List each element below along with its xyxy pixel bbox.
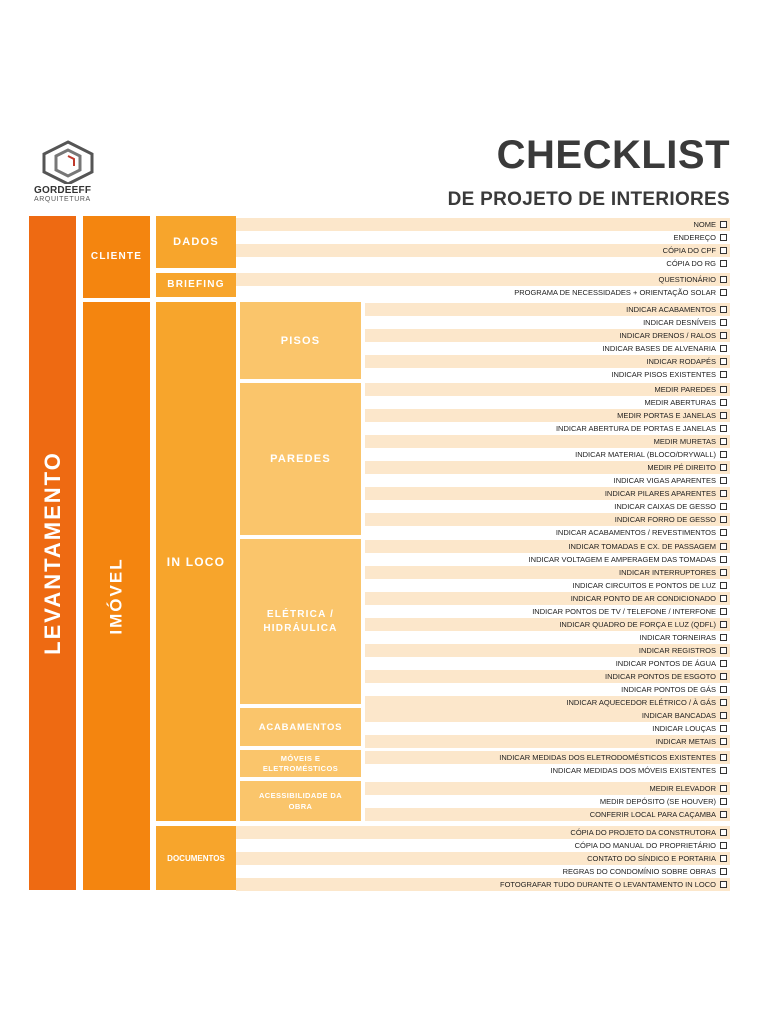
checklist-item-eletrica: INDICAR PONTO DE AR CONDICIONADO xyxy=(570,594,716,603)
checklist-checkbox[interactable] xyxy=(720,686,727,693)
checklist-checkbox[interactable] xyxy=(720,647,727,654)
checklist-checkbox[interactable] xyxy=(720,595,727,602)
checklist-item-eletrica: INDICAR PONTOS DE TV / TELEFONE / INTERFONE xyxy=(532,607,716,616)
checklist-checkbox[interactable] xyxy=(720,785,727,792)
checklist-checkbox[interactable] xyxy=(720,829,727,836)
category-dados-label: DADOS xyxy=(173,236,219,248)
checklist-checkbox[interactable] xyxy=(720,412,727,419)
checklist-checkbox[interactable] xyxy=(720,738,727,745)
category-briefing xyxy=(156,273,236,297)
checklist-item-dados: NOME xyxy=(693,220,716,229)
checklist-checkbox[interactable] xyxy=(720,798,727,805)
category-acabamentos-label: ACABAMENTOS xyxy=(258,721,343,733)
checklist-checkbox[interactable] xyxy=(720,660,727,667)
checklist-checkbox[interactable] xyxy=(720,811,727,818)
checklist-item-eletrica: INDICAR TORNEIRAS xyxy=(639,633,716,642)
checklist-item-acessibilidade: CONFERIR LOCAL PARA CAÇAMBA xyxy=(589,810,716,819)
category-imovel-label: IMÓVEL xyxy=(106,557,126,635)
checklist-checkbox[interactable] xyxy=(720,569,727,576)
checklist-checkbox[interactable] xyxy=(720,477,727,484)
checklist-checkbox[interactable] xyxy=(720,503,727,510)
category-cliente-label: CLIENTE xyxy=(90,251,143,262)
company-logo xyxy=(34,140,104,204)
checklist-checkbox[interactable] xyxy=(720,634,727,641)
checklist-item-pisos: INDICAR DRENOS / RALOS xyxy=(619,331,716,340)
checklist-checkbox[interactable] xyxy=(720,276,727,283)
checklist-checkbox[interactable] xyxy=(720,319,727,326)
checklist-item-eletrica: INDICAR INTERRUPTORES xyxy=(619,568,716,577)
checklist-checkbox[interactable] xyxy=(720,754,727,761)
checklist-item-acessibilidade: MEDIR DEPÓSITO (SE HOUVER) xyxy=(599,797,716,806)
checklist-item-paredes: MEDIR ABERTURAS xyxy=(644,398,716,407)
checklist-checkbox[interactable] xyxy=(720,881,727,888)
checklist-checkbox[interactable] xyxy=(720,529,727,536)
checklist-item-paredes: INDICAR MATERIAL (BLOCO/DRYWALL) xyxy=(575,450,716,459)
logo-icon xyxy=(40,140,96,184)
checklist-item-eletrica: INDICAR PONTOS DE ÁGUA xyxy=(615,659,716,668)
checklist-checkbox[interactable] xyxy=(720,260,727,267)
checklist-checkbox[interactable] xyxy=(720,543,727,550)
checklist-item-pisos: INDICAR BASES DE ALVENARIA xyxy=(602,344,716,353)
checklist-item-eletrica: INDICAR PONTOS DE GÁS xyxy=(621,685,716,694)
category-dados xyxy=(156,216,236,268)
checklist-checkbox[interactable] xyxy=(720,621,727,628)
checklist-item-eletrica: INDICAR TOMADAS E CX. DE PASSAGEM xyxy=(568,542,716,551)
category-moveis-label: MÓVEIS E ELETROMÉSTICOS xyxy=(262,753,339,773)
checklist-item-pisos: INDICAR RODAPÉS xyxy=(646,357,716,366)
checklist-item-paredes: MEDIR MURETAS xyxy=(653,437,716,446)
checklist-checkbox[interactable] xyxy=(720,371,727,378)
checklist-checkbox[interactable] xyxy=(720,399,727,406)
checklist-checkbox[interactable] xyxy=(720,556,727,563)
category-paredes xyxy=(240,383,361,535)
checklist-item-paredes: INDICAR ABERTURA DE PORTAS E JANELAS xyxy=(555,424,716,433)
category-acessibilidade-label: ACESSIBILIDADE DA OBRA xyxy=(258,791,343,811)
category-in-loco-label: IN LOCO xyxy=(166,554,226,569)
checklist-checkbox[interactable] xyxy=(720,699,727,706)
logo-subtitle: ARQUITETURA xyxy=(34,196,91,203)
category-pisos-label: PISOS xyxy=(280,334,321,347)
checklist-item-paredes: INDICAR VIGAS APARENTES xyxy=(613,476,716,485)
checklist-checkbox[interactable] xyxy=(720,490,727,497)
checklist-item-acabamentos: INDICAR METAIS xyxy=(655,737,716,746)
checklist-checkbox[interactable] xyxy=(720,767,727,774)
checklist-checkbox[interactable] xyxy=(720,438,727,445)
checklist-item-briefing: PROGRAMA DE NECESSIDADES + ORIENTAÇÃO SOLAR xyxy=(514,288,716,297)
checklist-item-eletrica: INDICAR AQUECEDOR ELÉTRICO / À GÁS xyxy=(566,698,716,707)
checklist-item-dados: CÓPIA DO CPF xyxy=(662,246,716,255)
checklist-checkbox[interactable] xyxy=(720,582,727,589)
checklist-item-documentos: CÓPIA DO PROJETO DA CONSTRUTORA xyxy=(570,828,716,837)
checklist-checkbox[interactable] xyxy=(720,516,727,523)
checklist-item-paredes: MEDIR PAREDES xyxy=(654,385,716,394)
category-documentos-label: DOCUMENTOS xyxy=(167,853,225,863)
checklist-checkbox[interactable] xyxy=(720,386,727,393)
checklist-item-documentos: CÓPIA DO MANUAL DO PROPRIETÁRIO xyxy=(574,841,716,850)
category-acabamentos xyxy=(240,708,361,746)
checklist-item-pisos: INDICAR PISOS EXISTENTES xyxy=(611,370,716,379)
checklist-checkbox[interactable] xyxy=(720,608,727,615)
checklist-item-acabamentos: INDICAR BANCADAS xyxy=(641,711,716,720)
page-subtitle: DE PROJETO DE INTERIORES xyxy=(447,189,730,210)
category-eletrica-label: ELÉTRICA / HIDRÁULICA xyxy=(263,608,338,634)
category-eletrica xyxy=(240,539,361,704)
checklist-item-paredes: INDICAR FORRO DE GESSO xyxy=(614,515,716,524)
checklist-item-briefing: QUESTIONÁRIO xyxy=(658,275,716,284)
checklist-item-moveis: INDICAR MEDIDAS DOS MÓVEIS EXISTENTES xyxy=(550,766,716,775)
checklist-item-paredes: MEDIR PÉ DIREITO xyxy=(647,463,716,472)
category-documentos xyxy=(156,826,236,890)
checklist-checkbox[interactable] xyxy=(720,221,727,228)
logo-brand: GORDEEFF xyxy=(34,185,92,196)
checklist-item-acabamentos: INDICAR LOUÇAS xyxy=(652,724,716,733)
checklist-item-dados: CÓPIA DO RG xyxy=(666,259,716,268)
category-moveis xyxy=(240,750,361,777)
checklist-item-eletrica: INDICAR VOLTAGEM E AMPERAGEM DAS TOMADAS xyxy=(528,555,716,564)
checklist-item-dados: ENDEREÇO xyxy=(673,233,716,242)
checklist-checkbox[interactable] xyxy=(720,289,727,296)
checklist-item-eletrica: INDICAR CIRCUITOS E PONTOS DE LUZ xyxy=(572,581,716,590)
checklist-item-pisos: INDICAR DESNÍVEIS xyxy=(643,318,716,327)
checklist-checkbox[interactable] xyxy=(720,345,727,352)
category-pisos xyxy=(240,302,361,379)
category-cliente xyxy=(83,216,150,298)
checklist-item-eletrica: INDICAR REGISTROS xyxy=(638,646,716,655)
category-paredes-label: PAREDES xyxy=(270,453,331,465)
checklist-item-acessibilidade: MEDIR ELEVADOR xyxy=(649,784,716,793)
checklist-item-paredes: INDICAR PILARES APARENTES xyxy=(604,489,716,498)
checklist-item-paredes: MEDIR PORTAS E JANELAS xyxy=(617,411,716,420)
category-imovel xyxy=(83,302,150,890)
category-acessibilidade xyxy=(240,781,361,821)
checklist-checkbox[interactable] xyxy=(720,842,727,849)
checklist-item-documentos: REGRAS DO CONDOMÍNIO SOBRE OBRAS xyxy=(562,867,716,876)
checklist-checkbox[interactable] xyxy=(720,234,727,241)
checklist-item-paredes: INDICAR ACABAMENTOS / REVESTIMENTOS xyxy=(555,528,716,537)
checklist-checkbox[interactable] xyxy=(720,464,727,471)
checklist-item-moveis: INDICAR MEDIDAS DOS ELETRODOMÉSTICOS EXISTENTES xyxy=(499,753,716,762)
checklist-item-pisos: INDICAR ACABAMENTOS xyxy=(626,305,716,314)
category-levantamento xyxy=(29,216,76,890)
category-in-loco xyxy=(156,302,236,821)
checklist-checkbox[interactable] xyxy=(720,712,727,719)
checklist-checkbox[interactable] xyxy=(720,247,727,254)
checklist-checkbox[interactable] xyxy=(720,306,727,313)
checklist-item-eletrica: INDICAR QUADRO DE FORÇA E LUZ (QDFL) xyxy=(559,620,716,629)
checklist-item-documentos: CONTATO DO SÍNDICO E PORTARIA xyxy=(587,854,716,863)
checklist-checkbox[interactable] xyxy=(720,358,727,365)
checklist-item-documentos: FOTOGRAFAR TUDO DURANTE O LEVANTAMENTO IN LOCO xyxy=(500,880,716,889)
checklist-checkbox[interactable] xyxy=(720,725,727,732)
page-title: CHECKLIST xyxy=(496,133,730,177)
checklist-checkbox[interactable] xyxy=(720,673,727,680)
checklist-checkbox[interactable] xyxy=(720,868,727,875)
checklist-item-eletrica: INDICAR PONTOS DE ESGOTO xyxy=(605,672,716,681)
checklist-checkbox[interactable] xyxy=(720,451,727,458)
checklist-checkbox[interactable] xyxy=(720,332,727,339)
checklist-checkbox[interactable] xyxy=(720,855,727,862)
category-levantamento-label: LEVANTAMENTO xyxy=(39,451,65,655)
checklist-item-paredes: INDICAR CAIXAS DE GESSO xyxy=(614,502,716,511)
checklist-checkbox[interactable] xyxy=(720,425,727,432)
category-briefing-label: BRIEFING xyxy=(167,279,225,290)
